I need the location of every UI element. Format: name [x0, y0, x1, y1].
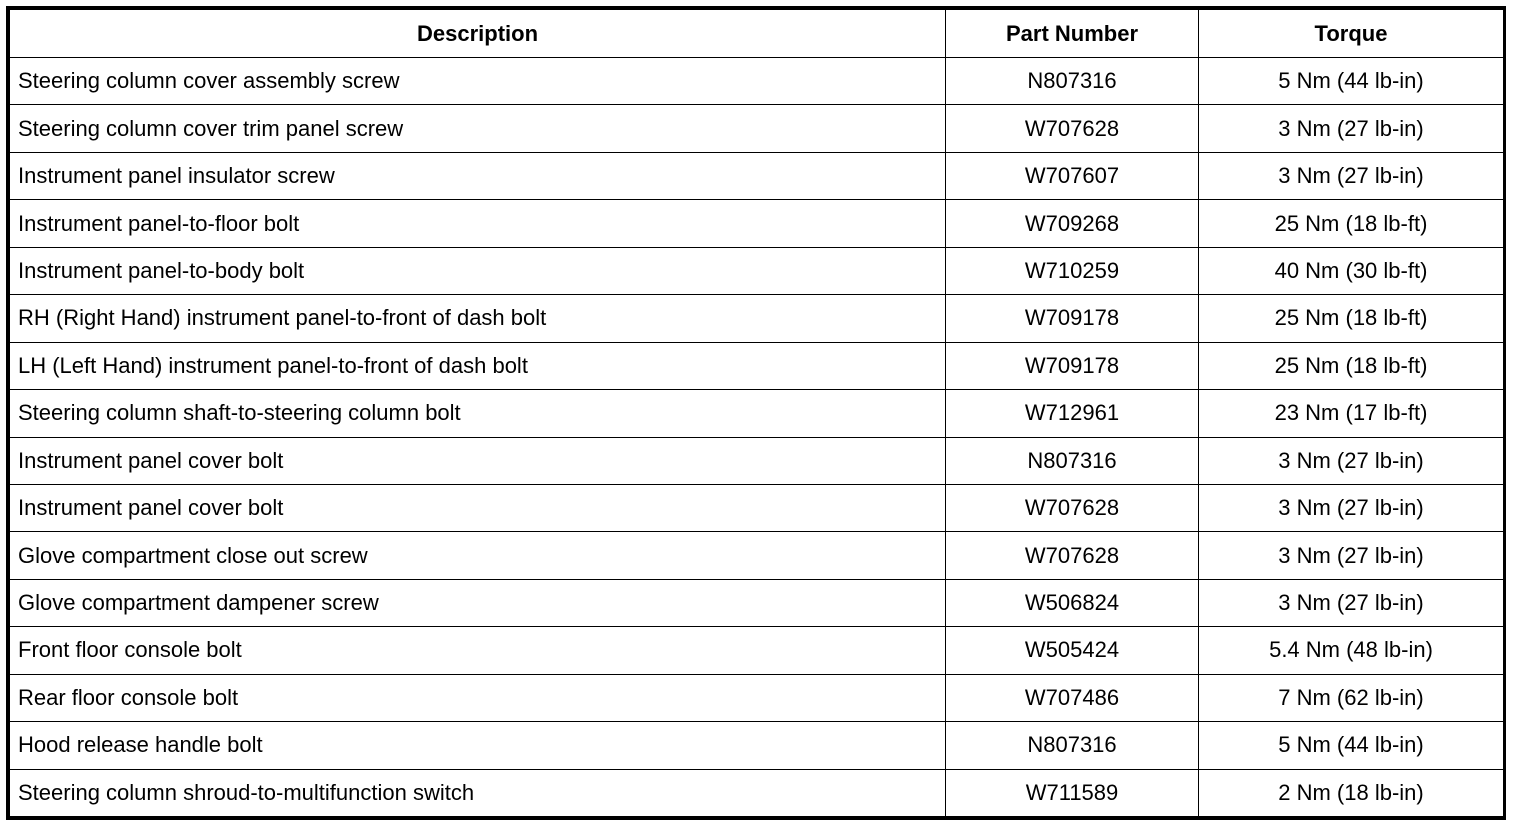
cell-torque: 40 Nm (30 lb-ft) [1199, 247, 1504, 294]
cell-part-number: W709178 [946, 342, 1199, 389]
cell-part-number: W505424 [946, 627, 1199, 674]
cell-torque: 25 Nm (18 lb-ft) [1199, 295, 1504, 342]
cell-part-number: W711589 [946, 769, 1199, 816]
cell-part-number: W707628 [946, 484, 1199, 531]
cell-torque: 3 Nm (27 lb-in) [1199, 437, 1504, 484]
cell-description: RH (Right Hand) instrument panel-to-front of dash bolt [10, 295, 946, 342]
cell-part-number: N807316 [946, 722, 1199, 769]
table-row [10, 152, 1504, 199]
cell-part-number: W506824 [946, 579, 1199, 626]
cell-description: LH (Left Hand) instrument panel-to-front of dash bolt [10, 342, 946, 389]
table-row [10, 247, 1504, 294]
cell-torque: 3 Nm (27 lb-in) [1199, 532, 1504, 579]
cell-description: Instrument panel cover bolt [10, 437, 946, 484]
cell-description: Instrument panel-to-floor bolt [10, 200, 946, 247]
cell-description: Hood release handle bolt [10, 722, 946, 769]
cell-torque: 3 Nm (27 lb-in) [1199, 484, 1504, 531]
cell-description: Instrument panel cover bolt [10, 484, 946, 531]
table-row [10, 105, 1504, 152]
table-row [10, 627, 1504, 674]
cell-torque: 5 Nm (44 lb-in) [1199, 58, 1504, 105]
cell-description: Instrument panel-to-body bolt [10, 247, 946, 294]
cell-description: Glove compartment close out screw [10, 532, 946, 579]
cell-description: Front floor console bolt [10, 627, 946, 674]
table-row [10, 674, 1504, 721]
table-row [10, 342, 1504, 389]
cell-part-number: W707628 [946, 105, 1199, 152]
cell-torque: 7 Nm (62 lb-in) [1199, 674, 1504, 721]
cell-description: Steering column shaft-to-steering column bolt [10, 390, 946, 437]
cell-description: Instrument panel insulator screw [10, 152, 946, 199]
table-row [10, 390, 1504, 437]
cell-description: Glove compartment dampener screw [10, 579, 946, 626]
table-row [10, 532, 1504, 579]
cell-torque: 5 Nm (44 lb-in) [1199, 722, 1504, 769]
cell-torque: 3 Nm (27 lb-in) [1199, 152, 1504, 199]
torque-spec-table [9, 9, 1504, 817]
table-header [10, 10, 1504, 58]
table-body [10, 58, 1504, 817]
cell-description: Steering column cover assembly screw [10, 58, 946, 105]
cell-torque: 5.4 Nm (48 lb-in) [1199, 627, 1504, 674]
table-row [10, 722, 1504, 769]
header-row [10, 10, 1504, 58]
header-torque: Torque [1199, 10, 1504, 58]
cell-part-number: W712961 [946, 390, 1199, 437]
cell-description: Steering column cover trim panel screw [10, 105, 946, 152]
table-row [10, 769, 1504, 816]
cell-torque: 25 Nm (18 lb-ft) [1199, 342, 1504, 389]
table-row [10, 295, 1504, 342]
cell-torque: 25 Nm (18 lb-ft) [1199, 200, 1504, 247]
cell-part-number: W707486 [946, 674, 1199, 721]
cell-description: Rear floor console bolt [10, 674, 946, 721]
cell-torque: 23 Nm (17 lb-ft) [1199, 390, 1504, 437]
cell-part-number: W707628 [946, 532, 1199, 579]
table-row [10, 579, 1504, 626]
cell-description: Steering column shroud-to-multifunction switch [10, 769, 946, 816]
cell-part-number: W710259 [946, 247, 1199, 294]
cell-part-number: W709178 [946, 295, 1199, 342]
cell-part-number: W709268 [946, 200, 1199, 247]
cell-torque: 2 Nm (18 lb-in) [1199, 769, 1504, 816]
header-description: Description [10, 10, 946, 58]
table-row [10, 484, 1504, 531]
cell-torque: 3 Nm (27 lb-in) [1199, 105, 1504, 152]
header-part-number: Part Number [946, 10, 1199, 58]
table-row [10, 437, 1504, 484]
cell-part-number: N807316 [946, 437, 1199, 484]
cell-part-number: W707607 [946, 152, 1199, 199]
table-row [10, 200, 1504, 247]
cell-part-number: N807316 [946, 58, 1199, 105]
torque-spec-table-container [6, 6, 1506, 820]
table-row [10, 58, 1504, 105]
cell-torque: 3 Nm (27 lb-in) [1199, 579, 1504, 626]
